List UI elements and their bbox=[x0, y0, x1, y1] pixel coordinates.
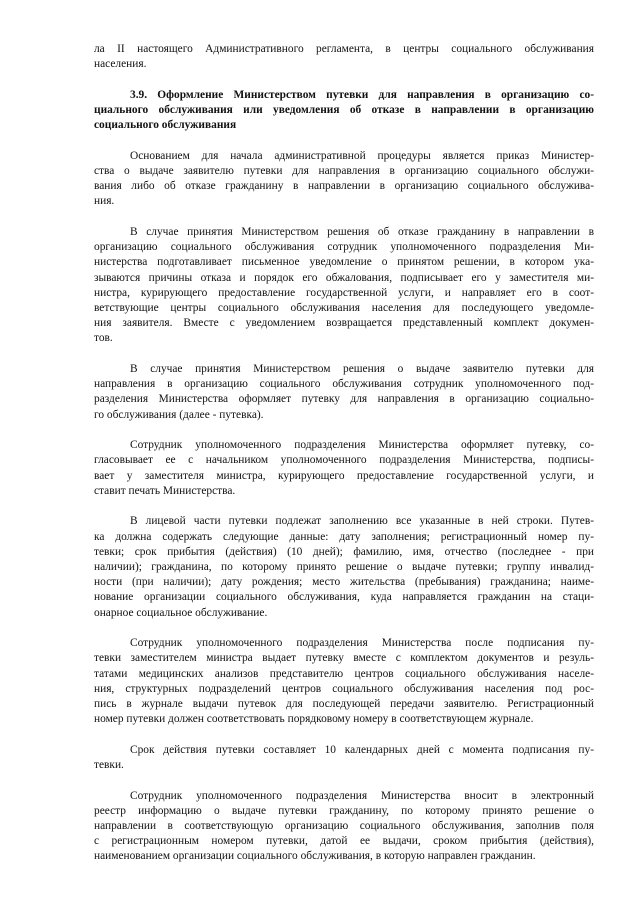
paragraph-refusal bbox=[94, 225, 594, 347]
paragraph-issue-decision bbox=[94, 362, 594, 423]
text-line: разделения Министерства оформляет путевку для направления в организацию социально- bbox=[94, 393, 594, 406]
paragraph-voucher-fields bbox=[94, 514, 594, 620]
text-line: ла II настоящего Административного регламента, в центры социального обслуживания bbox=[94, 43, 594, 55]
text-line: тевки; срок прибытия (действия) (10 дней); фамилию, имя, отчество (последнее - при bbox=[94, 545, 594, 558]
paragraph-registry bbox=[94, 789, 594, 865]
text-line: В случае принятия Министерством решения об отказе гражданину в направлении в bbox=[130, 226, 594, 238]
paragraph-basis bbox=[94, 149, 594, 210]
heading-line: циального обслуживания или уведомления об отказе в направлении в организацию bbox=[94, 104, 594, 116]
text-line: нистерства подготавливает письменное уведомление о принятом решении, в котором ука- bbox=[94, 256, 594, 269]
paragraph-approval bbox=[94, 438, 594, 499]
continuation-paragraph bbox=[94, 42, 594, 72]
text-line: населения. bbox=[94, 58, 147, 71]
text-line: наименованием организации социального обслуживания, в которую направлен гражданин. bbox=[94, 850, 536, 863]
text-line: нование организации социального обслуживания, куда направляется гражданин на стаци- bbox=[94, 591, 594, 604]
text-line: наличии); гражданина, по которому принято решение о выдаче путевки; группу инвалид- bbox=[94, 561, 594, 574]
text-line: тов. bbox=[94, 332, 113, 345]
text-line: ставит печать Министерства. bbox=[94, 484, 236, 497]
paragraph-handover bbox=[94, 636, 594, 727]
text-line: Сотрудник уполномоченного подразделения Министерства вносит в электронный bbox=[130, 789, 594, 802]
text-line: В лицевой части путевки подлежат заполнению все указанные в ней строки. Путев- bbox=[130, 515, 594, 528]
text-line: Сотрудник уполномоченного подразделения Министерства после подписания пу- bbox=[130, 637, 594, 650]
text-line: ния. bbox=[94, 195, 115, 208]
text-line: пись в журнале выдачи путевок для последующей передачи заявителю. Регистрационный bbox=[94, 698, 594, 711]
text-line: ности (при наличии); дату рождения; место жительства (пребывания) гражданина; наиме- bbox=[94, 576, 594, 589]
text-line: вания либо об отказе гражданину в направлении в организацию социального обслужива- bbox=[94, 180, 594, 193]
text-line: с регистрационным номером путевки, датой ее выдачи, сроком прибытия (действия), bbox=[94, 835, 594, 848]
text-line: тевки заместителем министра выдает путевку вместе с комплектом документов и резуль- bbox=[94, 652, 594, 665]
text-line: го обслуживания (далее - путевка). bbox=[94, 408, 264, 421]
text-line: организацию социального обслуживания сотрудник уполномоченного подразделения Ми- bbox=[94, 241, 594, 254]
text-line: реестр информацию о выдаче путевки гражданину, по которому принято решение о bbox=[94, 804, 594, 817]
text-line: Сотрудник уполномоченного подразделения Министерства оформляет путевку, со- bbox=[130, 439, 594, 452]
section-heading bbox=[94, 88, 594, 134]
text-line: ния заявителя. Вместе с уведомлением возвращается представленный комплект докумен- bbox=[94, 317, 594, 330]
text-line: ния, структурных подразделений центров социального обслуживания населения под рос- bbox=[94, 682, 594, 695]
text-line: зываются причины отказа и порядок его обжалования, подписывает его у заместителя ми- bbox=[94, 271, 594, 284]
text-line: номер путевки должен соответствовать порядковому номеру в соответствующем журнале. bbox=[94, 713, 534, 726]
text-line: направления в организацию социального обслуживания сотрудник уполномоченного под- bbox=[94, 378, 594, 391]
text-line: гласовывает ее с начальником уполномоченного подразделения Министерства, подписы- bbox=[94, 454, 594, 467]
text-line: ветствующие центры социального обслуживания населения для последующего уведомле- bbox=[94, 302, 594, 315]
text-line: татами медицинских анализов представителю центров социального обслуживания населе- bbox=[94, 667, 594, 680]
text-line: Основанием для начала административной процедуры является приказ Министер- bbox=[130, 149, 594, 162]
text-line: вает у заместителя министра, курирующего предоставление государственной услуги, и bbox=[94, 469, 594, 482]
text-line: онарное социальное обслуживание. bbox=[94, 606, 268, 619]
paragraph-validity bbox=[94, 743, 594, 773]
text-line: В случае принятия Министерством решения о выдаче заявителю путевки для bbox=[130, 363, 594, 376]
text-line: нистра, курирующего предоставление государственной услуги, и направляет его в соот- bbox=[94, 286, 594, 299]
text-line: Срок действия путевки составляет 10 календарных дней с момента подписания пу- bbox=[130, 743, 594, 756]
text-line: тевки. bbox=[94, 759, 124, 772]
text-line: ка должна содержать следующие данные: дату заполнения; регистрационный номер пу- bbox=[94, 530, 594, 543]
text-line: ства о выдаче заявителю путевки для направления в организацию социального обслужи- bbox=[94, 165, 594, 177]
text-line: направлении в соответствующую организацию социального обслуживания, заполнив поля bbox=[94, 820, 594, 833]
heading-line: социального обслуживания bbox=[94, 119, 237, 132]
heading-line: 3.9. Оформление Министерством путевки для направления в организацию со- bbox=[130, 88, 594, 101]
